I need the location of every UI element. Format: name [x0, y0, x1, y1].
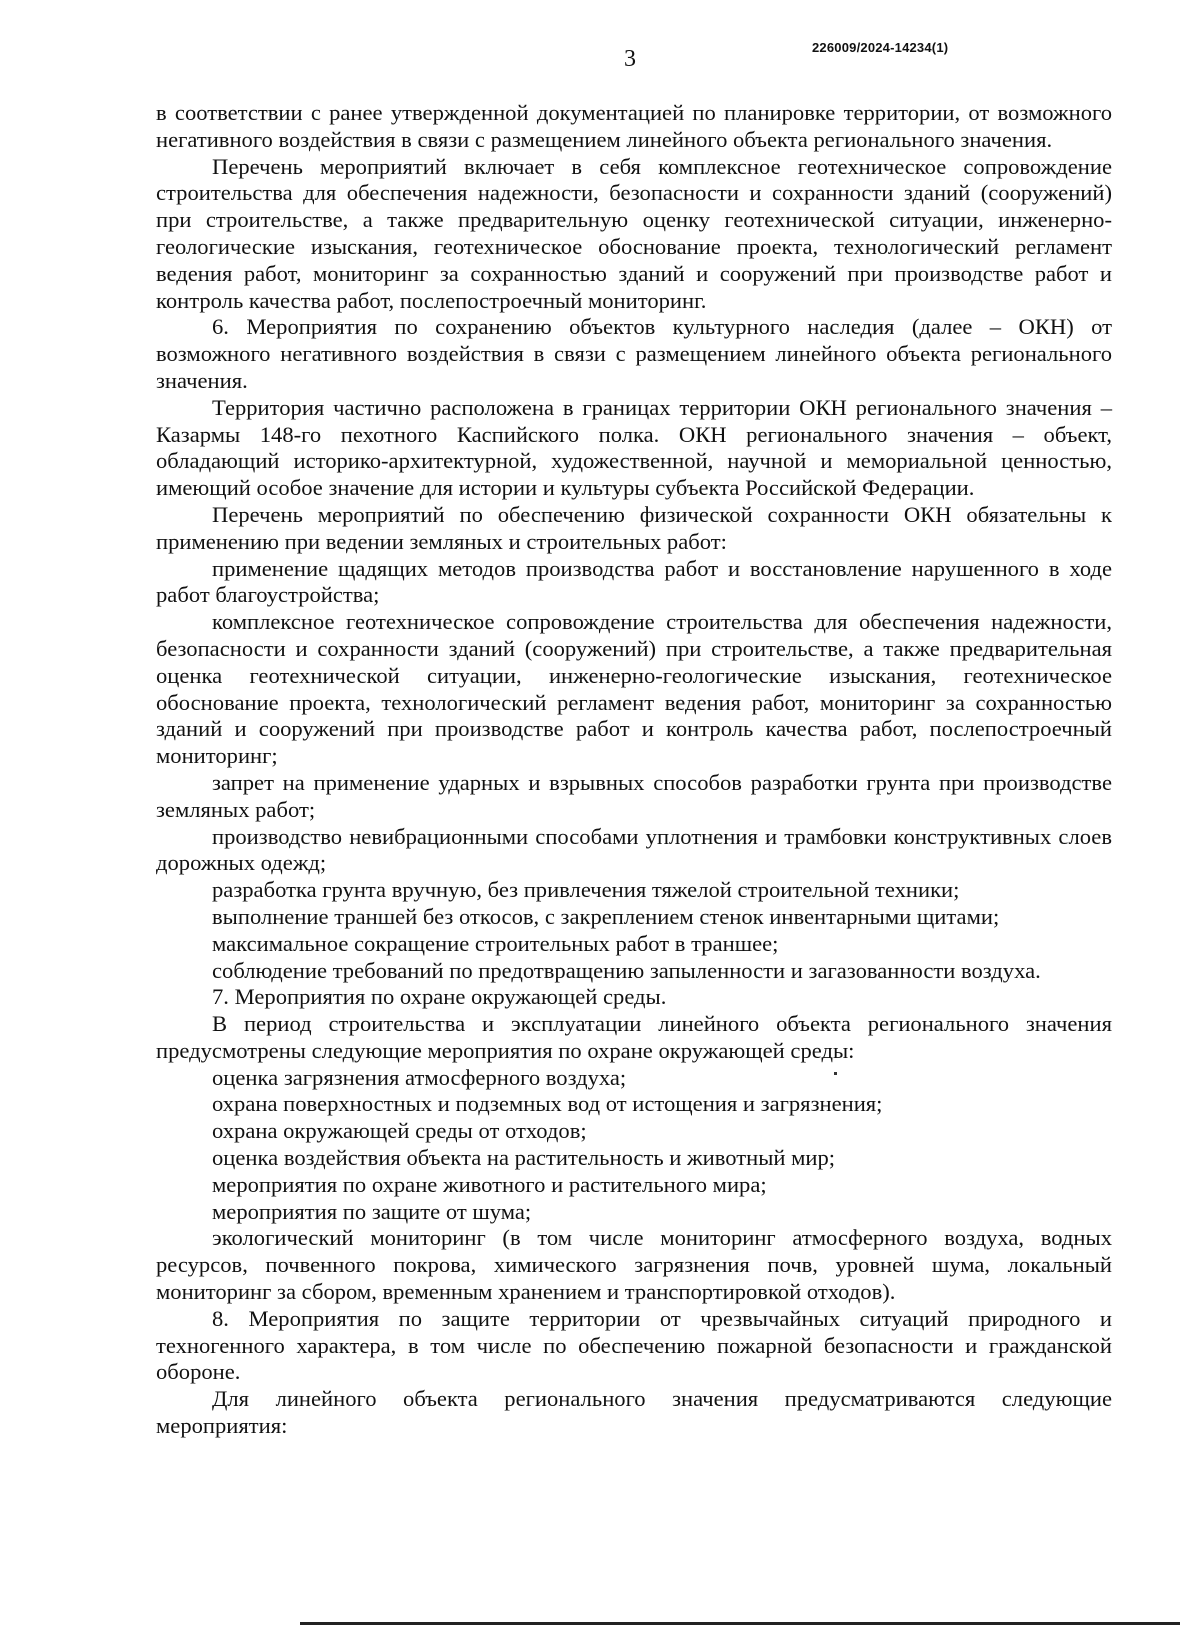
list-item: применение щадящих методов производства работ и восстановление нарушенного в ходе работ благоустройства;	[156, 555, 1112, 608]
list-item: производство невибрационными способами уплотнения и трамбовки конструктивных слоев дорожных одежд;	[156, 823, 1112, 876]
list-item: оценка загрязнения атмосферного воздуха;	[212, 1064, 627, 1090]
paragraph: Перечень мероприятий по обеспечению физической сохранности ОКН обязательны к применению при ведении земляных и строительных работ:	[156, 501, 1112, 554]
paragraph: в соответствии с ранее утвержденной документацией по планировке территории, от возможного негативного воздействия в связи с размещением линейного объекта регионального значения.	[156, 100, 1112, 152]
paragraph: В период строительства и эксплуатации линейного объекта регионального значения предусмотрены следующие мероприятия по охране окружающей среды:	[156, 1011, 1112, 1063]
list-item: охрана окружающей среды от отходов;	[212, 1118, 587, 1144]
document-body	[156, 100, 1112, 1440]
list-item: мероприятия по защите от шума;	[212, 1198, 532, 1224]
list-item: разработка грунта вручную, без привлечения тяжелой строительной техники;	[212, 877, 960, 903]
document-id: 226009/2024-14234(1)	[812, 40, 949, 55]
scan-artifact	[834, 1072, 837, 1075]
list-item: мероприятия по охране животного и растительного мира;	[212, 1171, 767, 1197]
list-item: комплексное геотехническое сопровождение строительства для обеспечения надежности, безопасности и сохранности зданий (сооружений) при строительстве, а также предварительная оценка геотехнической ситуации, инженерно-геологические изыскания, геотехническое обоснование проекта, технологический регламент ведения работ, мониторинг за сохранностью зданий и сооружений при производстве работ и контроль качества работ, послепостроечный мониторинг;	[156, 609, 1112, 769]
section-heading-6: 6. Мероприятия по сохранению объектов культурного наследия (далее – ОКН) от возможного негативного воздействия в связи с размещением линейного объекта регионального значения.	[156, 314, 1112, 393]
scan-edge-line	[300, 1622, 1180, 1625]
section-heading-7: 7. Мероприятия по охране окружающей среды.	[212, 984, 667, 1010]
list-item: запрет на применение ударных и взрывных способов разработки грунта при производстве земляных работ;	[156, 769, 1112, 822]
paragraph: Перечень мероприятий включает в себя комплексное геотехническое сопровождение строительства для обеспечения надежности, безопасности и сохранности зданий (сооружений) при строительстве, а также предварительную оценку геотехнической ситуации, инженерно-геологические изыскания, геотехническое обоснование проекта, технологический регламент ведения работ, мониторинг за сохранностью зданий и сооружений при производстве работ и контроль качества работ, послепостроечный мониторинг.	[156, 153, 1112, 313]
paragraph: Территория частично расположена в границах территории ОКН регионального значения – Казармы 148-го пехотного Каспийского полка. ОКН регионального значения – объект, обладающий историко-архитектурной, художественной, научной и мемориальной ценностью, имеющий особое значение для истории и культуры субъекта Российской Федерации.	[156, 394, 1112, 501]
page-number: 3	[624, 46, 636, 72]
list-item: соблюдение требований по предотвращению запыленности и загазованности воздуха.	[212, 957, 1041, 983]
list-item: оценка воздействия объекта на растительность и животный мир;	[212, 1145, 836, 1171]
list-item: охрана поверхностных и подземных вод от истощения и загрязнения;	[212, 1091, 883, 1117]
list-item: максимальное сокращение строительных работ в траншее;	[212, 930, 779, 956]
paragraph: Для линейного объекта регионального значения предусматриваются следующие мероприятия:	[156, 1386, 1112, 1439]
section-heading-8: 8. Мероприятия по защите территории от чрезвычайных ситуаций природного и техногенного характера, в том числе по обеспечению пожарной безопасности и гражданской обороне.	[156, 1305, 1112, 1385]
list-item: выполнение траншей без откосов, с закреплением стенок инвентарными щитами;	[212, 903, 1000, 929]
list-item: экологический мониторинг (в том числе мониторинг атмосферного воздуха, водных ресурсов, почвенного покрова, химического загрязнения почв, уровней шума, локальный мониторинг за сбором, временным хранением и транспортировкой отходов).	[156, 1225, 1112, 1305]
